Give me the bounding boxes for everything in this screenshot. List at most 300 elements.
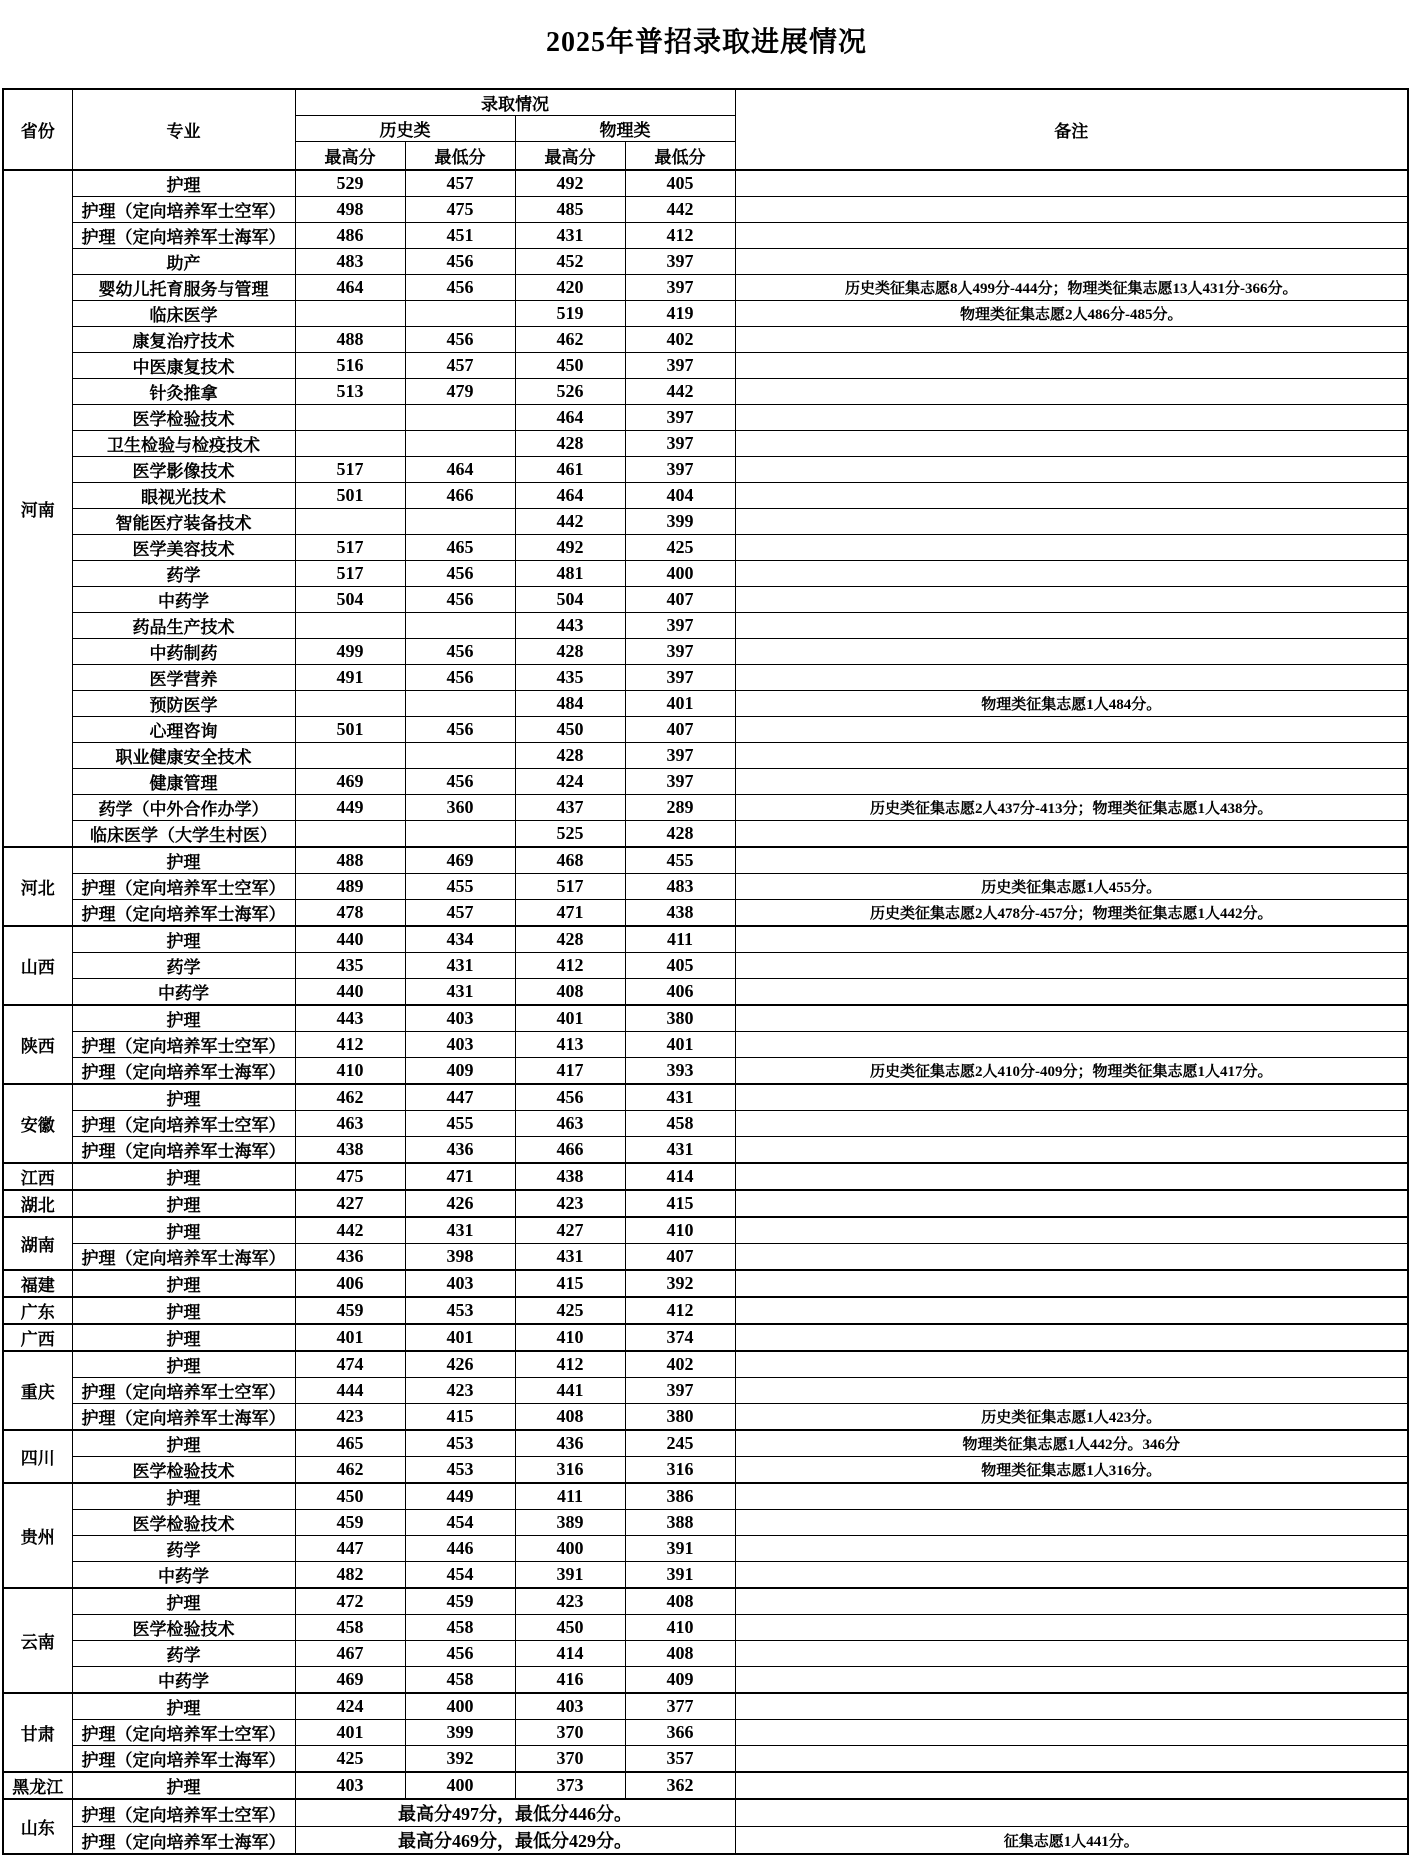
score-cell: 456 [515, 1084, 625, 1111]
table-row [3, 691, 1408, 717]
major-cell: 中药制药 [72, 639, 295, 665]
score-cell: 483 [625, 874, 735, 900]
remark-cell: 历史类征集志愿2人478分-457分；物理类征集志愿1人442分。 [735, 900, 1408, 927]
major-cell: 临床医学 [72, 301, 295, 327]
remark-cell [735, 639, 1408, 665]
score-cell: 478 [295, 900, 405, 927]
table-row [3, 821, 1408, 848]
remark-cell [735, 587, 1408, 613]
header-history: 历史类 [295, 116, 515, 142]
province-cell: 安徽 [3, 1084, 72, 1163]
major-cell: 护理（定向培养军士空军） [72, 1720, 295, 1746]
score-cell: 409 [625, 1667, 735, 1694]
score-cell: 388 [625, 1510, 735, 1536]
score-cell: 397 [625, 769, 735, 795]
score-cell: 370 [515, 1746, 625, 1773]
header-physics-min: 最低分 [625, 142, 735, 171]
score-cell [405, 821, 515, 848]
table-row [3, 1483, 1408, 1510]
score-cell: 360 [405, 795, 515, 821]
score-cell: 377 [625, 1693, 735, 1720]
major-cell: 预防医学 [72, 691, 295, 717]
remark-cell [735, 743, 1408, 769]
major-cell: 护理（定向培养军士空军） [72, 1378, 295, 1404]
remark-cell [735, 535, 1408, 561]
score-cell: 456 [405, 639, 515, 665]
score-cell: 431 [625, 1084, 735, 1111]
major-cell: 护理 [72, 170, 295, 197]
score-cell: 435 [295, 953, 405, 979]
table-header [3, 89, 1408, 170]
score-cell: 459 [295, 1510, 405, 1536]
score-cell: 489 [295, 874, 405, 900]
score-cell: 471 [405, 1163, 515, 1190]
table-body [3, 170, 1408, 1854]
score-cell: 469 [405, 847, 515, 874]
major-cell: 护理（定向培养军士空军） [72, 1799, 295, 1827]
score-cell: 405 [625, 953, 735, 979]
score-cell: 504 [515, 587, 625, 613]
score-cell: 423 [295, 1404, 405, 1431]
score-cell: 440 [295, 979, 405, 1006]
remark-cell [735, 1190, 1408, 1217]
score-cell: 401 [295, 1324, 405, 1351]
remark-cell [735, 561, 1408, 587]
major-cell: 中药学 [72, 1667, 295, 1694]
score-cell: 517 [295, 457, 405, 483]
score-cell: 442 [625, 197, 735, 223]
province-cell: 河北 [3, 847, 72, 926]
score-cell: 474 [295, 1351, 405, 1378]
score-cell: 423 [515, 1190, 625, 1217]
score-cell: 457 [405, 900, 515, 927]
remark-cell: 物理类征集志愿1人316分。 [735, 1457, 1408, 1484]
remark-cell [735, 457, 1408, 483]
score-cell: 401 [625, 1032, 735, 1058]
score-cell: 397 [625, 457, 735, 483]
score-cell: 464 [405, 457, 515, 483]
score-cell: 425 [295, 1746, 405, 1773]
header-row-1 [3, 89, 1408, 116]
score-cell: 428 [515, 639, 625, 665]
score-cell: 400 [515, 1536, 625, 1562]
table-row [3, 874, 1408, 900]
table-row [3, 561, 1408, 587]
score-cell: 469 [295, 1667, 405, 1694]
score-cell: 467 [295, 1641, 405, 1667]
remark-cell [735, 1510, 1408, 1536]
remark-cell [735, 1562, 1408, 1589]
major-cell: 护理 [72, 1588, 295, 1615]
score-cell: 392 [625, 1270, 735, 1297]
table-row [3, 1430, 1408, 1457]
score-cell: 431 [405, 1217, 515, 1244]
score-cell: 397 [625, 353, 735, 379]
score-cell: 406 [625, 979, 735, 1006]
score-cell: 398 [405, 1244, 515, 1271]
table-row [3, 301, 1408, 327]
major-cell: 心理咨询 [72, 717, 295, 743]
score-cell: 526 [515, 379, 625, 405]
score-cell: 405 [625, 170, 735, 197]
province-cell: 甘肃 [3, 1693, 72, 1772]
score-cell: 465 [405, 535, 515, 561]
table-row [3, 1190, 1408, 1217]
remark-cell [735, 953, 1408, 979]
remark-cell [735, 249, 1408, 275]
score-cell: 411 [515, 1483, 625, 1510]
score-cell: 316 [625, 1457, 735, 1484]
score-cell: 420 [515, 275, 625, 301]
major-cell: 医学美容技术 [72, 535, 295, 561]
score-cell: 466 [515, 1137, 625, 1164]
remark-cell: 物理类征集志愿2人486分-485分。 [735, 301, 1408, 327]
score-cell: 455 [405, 874, 515, 900]
score-cell: 458 [295, 1615, 405, 1641]
major-cell: 护理（定向培养军士海军） [72, 900, 295, 927]
score-cell: 459 [405, 1588, 515, 1615]
score-cell: 492 [515, 535, 625, 561]
score-cell: 401 [625, 691, 735, 717]
score-cell: 391 [625, 1536, 735, 1562]
major-cell: 中医康复技术 [72, 353, 295, 379]
major-cell: 药学（中外合作办学） [72, 795, 295, 821]
remark-cell [735, 353, 1408, 379]
score-cell: 443 [515, 613, 625, 639]
score-cell: 380 [625, 1404, 735, 1431]
table-row [3, 535, 1408, 561]
major-cell: 康复治疗技术 [72, 327, 295, 353]
table-row [3, 613, 1408, 639]
table-row [3, 665, 1408, 691]
table-row [3, 900, 1408, 927]
remark-cell [735, 1483, 1408, 1510]
remark-cell [735, 1297, 1408, 1324]
remark-cell [735, 847, 1408, 874]
remark-cell [735, 431, 1408, 457]
remark-cell [735, 613, 1408, 639]
score-cell: 401 [295, 1720, 405, 1746]
table-row [3, 1378, 1408, 1404]
score-cell: 447 [405, 1084, 515, 1111]
major-cell: 智能医疗装备技术 [72, 509, 295, 535]
score-cell: 423 [405, 1378, 515, 1404]
score-cell: 456 [405, 769, 515, 795]
province-cell: 四川 [3, 1430, 72, 1483]
remark-cell: 历史类征集志愿2人437分-413分；物理类征集志愿1人438分。 [735, 795, 1408, 821]
score-cell: 455 [625, 847, 735, 874]
table-row [3, 249, 1408, 275]
score-cell [405, 301, 515, 327]
score-cell: 513 [295, 379, 405, 405]
score-cell: 456 [405, 275, 515, 301]
score-cell [405, 691, 515, 717]
score-cell: 426 [405, 1190, 515, 1217]
score-cell: 463 [515, 1111, 625, 1137]
remark-cell [735, 1084, 1408, 1111]
score-cell: 517 [295, 535, 405, 561]
score-cell: 501 [295, 483, 405, 509]
major-cell: 护理 [72, 1084, 295, 1111]
score-cell: 479 [405, 379, 515, 405]
major-cell: 护理（定向培养军士空军） [72, 874, 295, 900]
table-row [3, 353, 1408, 379]
score-cell: 443 [295, 1005, 405, 1032]
score-cell: 469 [295, 769, 405, 795]
score-cell [295, 405, 405, 431]
score-cell: 434 [405, 926, 515, 953]
score-cell: 486 [295, 223, 405, 249]
province-cell: 黑龙江 [3, 1772, 72, 1799]
remark-cell [735, 1005, 1408, 1032]
major-cell: 护理 [72, 1163, 295, 1190]
remark-cell [735, 1588, 1408, 1615]
major-cell: 护理（定向培养军士空军） [72, 1111, 295, 1137]
score-cell: 417 [515, 1058, 625, 1085]
table-row [3, 1163, 1408, 1190]
score-cell: 463 [295, 1111, 405, 1137]
table-row [3, 795, 1408, 821]
table-row [3, 1084, 1408, 1111]
score-cell: 426 [405, 1351, 515, 1378]
remark-cell: 物理类征集志愿1人484分。 [735, 691, 1408, 717]
remark-cell [735, 1137, 1408, 1164]
score-cell [405, 509, 515, 535]
score-cell: 450 [515, 1615, 625, 1641]
score-cell: 397 [625, 743, 735, 769]
score-cell: 456 [405, 665, 515, 691]
score-cell: 471 [515, 900, 625, 927]
score-cell: 466 [405, 483, 515, 509]
score-cell: 423 [515, 1588, 625, 1615]
remark-cell [735, 405, 1408, 431]
table-row [3, 1510, 1408, 1536]
score-cell: 410 [515, 1324, 625, 1351]
major-cell: 护理 [72, 1270, 295, 1297]
remark-cell [735, 1615, 1408, 1641]
remark-cell: 历史类征集志愿2人410分-409分；物理类征集志愿1人417分。 [735, 1058, 1408, 1085]
score-cell: 428 [515, 926, 625, 953]
score-cell: 454 [405, 1510, 515, 1536]
table-row [3, 327, 1408, 353]
score-cell: 425 [625, 535, 735, 561]
province-cell: 云南 [3, 1588, 72, 1693]
score-cell: 458 [625, 1111, 735, 1137]
table-row [3, 1111, 1408, 1137]
score-cell: 457 [405, 353, 515, 379]
major-cell: 护理 [72, 1324, 295, 1351]
score-cell: 380 [625, 1005, 735, 1032]
remark-cell [735, 1799, 1408, 1827]
score-cell: 397 [625, 639, 735, 665]
remark-cell [735, 1217, 1408, 1244]
remark-cell: 物理类征集志愿1人442分。346分 [735, 1430, 1408, 1457]
score-cell: 462 [295, 1457, 405, 1484]
score-cell: 366 [625, 1720, 735, 1746]
score-cell: 456 [405, 587, 515, 613]
score-cell: 403 [515, 1693, 625, 1720]
remark-cell [735, 1032, 1408, 1058]
table-row [3, 587, 1408, 613]
score-cell: 438 [625, 900, 735, 927]
merged-score-cell: 最高分497分，最低分446分。 [295, 1799, 735, 1827]
remark-cell [735, 1324, 1408, 1351]
province-cell: 河南 [3, 170, 72, 847]
score-cell: 357 [625, 1746, 735, 1773]
score-cell: 455 [405, 1111, 515, 1137]
province-cell: 陕西 [3, 1005, 72, 1084]
major-cell: 护理 [72, 1693, 295, 1720]
score-cell: 456 [405, 1641, 515, 1667]
score-cell: 458 [405, 1615, 515, 1641]
major-cell: 眼视光技术 [72, 483, 295, 509]
score-cell: 397 [625, 613, 735, 639]
score-cell: 482 [295, 1562, 405, 1589]
province-cell: 山西 [3, 926, 72, 1005]
score-cell: 488 [295, 847, 405, 874]
major-cell: 卫生检验与检疫技术 [72, 431, 295, 457]
score-cell: 392 [405, 1746, 515, 1773]
major-cell: 护理（定向培养军士海军） [72, 1137, 295, 1164]
page-title: 2025年普招录取进展情况 [545, 27, 867, 58]
remark-cell [735, 1772, 1408, 1799]
score-cell: 498 [295, 197, 405, 223]
table-row [3, 1005, 1408, 1032]
table-row [3, 1297, 1408, 1324]
score-cell: 504 [295, 587, 405, 613]
table-row [3, 1351, 1408, 1378]
remark-cell: 征集志愿1人441分。 [735, 1827, 1408, 1855]
table-row [3, 223, 1408, 249]
major-cell: 护理 [72, 1351, 295, 1378]
major-cell: 护理 [72, 926, 295, 953]
admission-score-table [2, 88, 1409, 1855]
score-cell [295, 431, 405, 457]
score-cell: 408 [625, 1641, 735, 1667]
score-cell: 316 [515, 1457, 625, 1484]
score-cell: 449 [295, 795, 405, 821]
remark-cell [735, 327, 1408, 353]
table-row [3, 639, 1408, 665]
table-row [3, 197, 1408, 223]
score-cell: 389 [515, 1510, 625, 1536]
score-cell: 408 [515, 979, 625, 1006]
major-cell: 医学营养 [72, 665, 295, 691]
score-cell: 453 [405, 1430, 515, 1457]
remark-cell [735, 1693, 1408, 1720]
score-cell: 403 [405, 1270, 515, 1297]
table-row [3, 1137, 1408, 1164]
major-cell: 医学检验技术 [72, 1510, 295, 1536]
major-cell: 护理（定向培养军士海军） [72, 223, 295, 249]
major-cell: 药学 [72, 1641, 295, 1667]
header-remark: 备注 [735, 89, 1408, 170]
score-cell [295, 613, 405, 639]
table-row [3, 1404, 1408, 1431]
major-cell: 药学 [72, 1536, 295, 1562]
score-cell: 408 [625, 1588, 735, 1615]
table-row [3, 457, 1408, 483]
score-cell: 465 [295, 1430, 405, 1457]
score-cell: 397 [625, 249, 735, 275]
score-cell: 408 [515, 1404, 625, 1431]
header-admission: 录取情况 [295, 89, 735, 116]
score-cell: 450 [515, 717, 625, 743]
table-row [3, 1615, 1408, 1641]
province-cell: 山东 [3, 1799, 72, 1854]
major-cell: 护理 [72, 1297, 295, 1324]
score-cell: 415 [625, 1190, 735, 1217]
table-row [3, 1667, 1408, 1694]
score-cell: 409 [405, 1058, 515, 1085]
major-cell: 护理（定向培养军士空军） [72, 1032, 295, 1058]
score-cell: 397 [625, 275, 735, 301]
remark-cell [735, 483, 1408, 509]
score-cell: 403 [405, 1032, 515, 1058]
score-cell: 404 [625, 483, 735, 509]
score-cell: 431 [405, 979, 515, 1006]
major-cell: 婴幼儿托育服务与管理 [72, 275, 295, 301]
score-cell [295, 743, 405, 769]
score-cell: 464 [295, 275, 405, 301]
score-cell: 414 [515, 1641, 625, 1667]
table-row [3, 1588, 1408, 1615]
major-cell: 护理（定向培养军士海军） [72, 1404, 295, 1431]
score-cell: 525 [515, 821, 625, 848]
score-cell: 424 [515, 769, 625, 795]
remark-cell [735, 1111, 1408, 1137]
score-cell: 362 [625, 1772, 735, 1799]
score-cell: 431 [515, 223, 625, 249]
score-cell: 412 [625, 223, 735, 249]
score-cell: 425 [515, 1297, 625, 1324]
score-cell [295, 509, 405, 535]
table-row [3, 1562, 1408, 1589]
score-cell: 492 [515, 170, 625, 197]
score-cell: 447 [295, 1536, 405, 1562]
remark-cell [735, 1351, 1408, 1378]
score-cell: 452 [515, 249, 625, 275]
score-cell: 415 [405, 1404, 515, 1431]
score-cell: 399 [625, 509, 735, 535]
remark-cell [735, 170, 1408, 197]
score-cell: 414 [625, 1163, 735, 1190]
score-cell: 464 [515, 405, 625, 431]
score-cell: 374 [625, 1324, 735, 1351]
major-cell: 护理（定向培养军士海军） [72, 1746, 295, 1773]
remark-cell [735, 379, 1408, 405]
table-row [3, 1457, 1408, 1484]
score-cell: 402 [625, 1351, 735, 1378]
score-cell: 397 [625, 665, 735, 691]
score-cell: 393 [625, 1058, 735, 1085]
score-cell: 412 [295, 1032, 405, 1058]
remark-cell [735, 509, 1408, 535]
score-cell: 446 [405, 1536, 515, 1562]
major-cell: 护理 [72, 847, 295, 874]
major-cell: 中药学 [72, 587, 295, 613]
score-cell: 403 [295, 1772, 405, 1799]
score-cell: 488 [295, 327, 405, 353]
score-cell: 416 [515, 1667, 625, 1694]
table-row [3, 1270, 1408, 1297]
score-cell: 431 [515, 1244, 625, 1271]
score-cell: 401 [405, 1324, 515, 1351]
remark-cell [735, 197, 1408, 223]
score-cell: 407 [625, 1244, 735, 1271]
remark-cell [735, 1746, 1408, 1773]
score-cell: 449 [405, 1483, 515, 1510]
